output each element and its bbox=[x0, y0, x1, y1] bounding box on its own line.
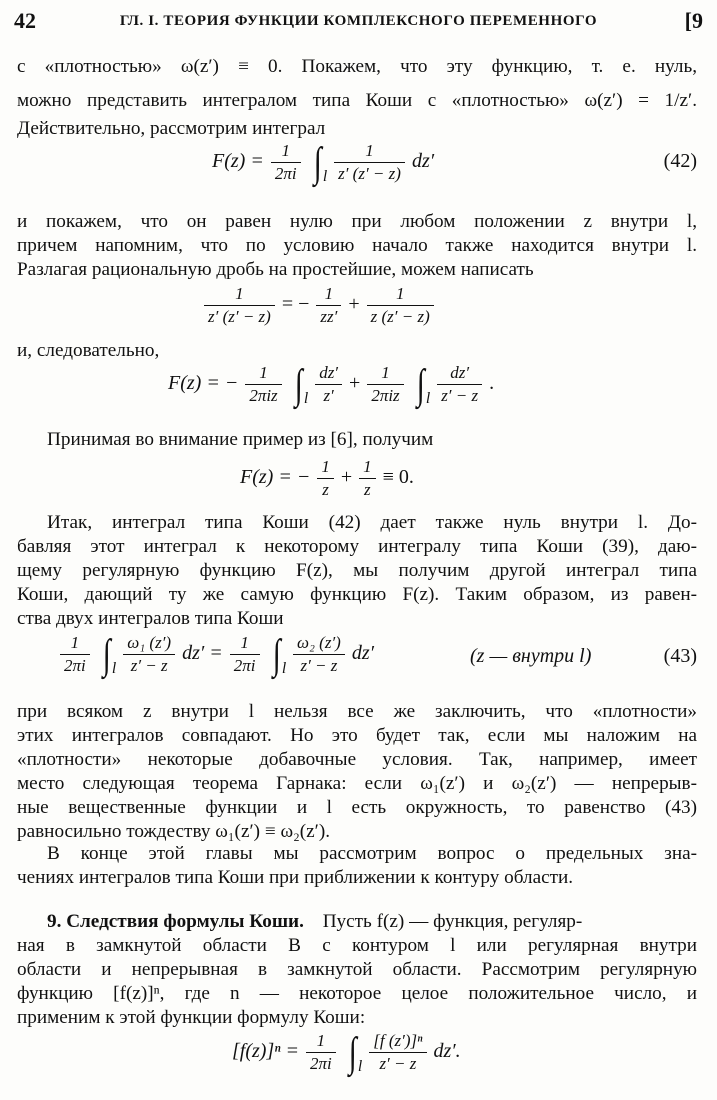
integral-sign: ∫ l bbox=[416, 361, 430, 408]
fraction: $\frac{dz'}{z'}$ bbox=[315, 362, 342, 407]
fraction: $\frac{\text{[f (z′)]ⁿ}}{z' - z}$ bbox=[369, 1030, 426, 1075]
page-number: 42 bbox=[14, 8, 36, 33]
text-line: Действительно, рассмотрим интеграл bbox=[17, 118, 326, 139]
text-line: Итак, интеграл типа Коши (42) дает также нуль внутри l. До- bbox=[47, 512, 697, 533]
fraction: $\frac{\text{ω₂ (z′)}}{z' - z}$ bbox=[293, 632, 345, 677]
integral-sign: ∫ l bbox=[294, 361, 308, 408]
integral-sign: ∫ l bbox=[272, 631, 286, 678]
text-line: и покажем, что он равен нулю при любом положении z внутри l, bbox=[17, 211, 697, 232]
text-line: можно представить интегралом типа Коши с «плотностью» ω(z′) = 1/z′. bbox=[17, 90, 697, 111]
fraction: $\frac{1}{2\pi i}$ bbox=[306, 1030, 336, 1075]
text-line: Коши, дающий ту же самую функцию F(z). Таким образом, из равен- bbox=[17, 584, 697, 605]
fraction: $\frac{1}{zz'}$ bbox=[316, 283, 341, 328]
text-line: место следующая теорема Гарнака: если ω₁(z′) и ω₂(z′) — непрерыв- bbox=[17, 773, 697, 794]
text-line: и, следовательно, bbox=[17, 340, 160, 361]
equation-zero: F(z) = − $\frac{1}{z}$ + $\frac{1}{z}$ ≡ 0. bbox=[240, 457, 414, 499]
equation-split-integrals: F(z) = − 1 2πiz ∫ l $\frac{dz'}{z'}$ + 1 2πiz ∫ l $\frac{dz'}{z' - z}$ . bbox=[168, 361, 495, 408]
text-line: области и непрерывная в замкнутой области. Рассмотрим регулярную bbox=[17, 959, 697, 980]
text-line: Принимая во внимание пример из [6], получим bbox=[47, 429, 434, 450]
fraction: $\frac{1}{2\pi i}$ bbox=[271, 140, 301, 185]
text-line: В конце этой главы мы рассмотрим вопрос о предельных зна- bbox=[47, 843, 697, 864]
text-line: ные вещественные функции и l есть окружность, то равенство (43) bbox=[17, 797, 697, 818]
text-line: Разлагая рациональную дробь на простейшие, можем написать bbox=[17, 259, 534, 280]
fraction: $\frac{dz'}{z' - z}$ bbox=[437, 362, 482, 407]
text-span: Пусть f(z) — функция, регуляр- bbox=[322, 911, 583, 932]
running-title: ГЛ. I. ТЕОРИЯ ФУНКЦИИ КОМПЛЕКСНОГО ПЕРЕМЕННОГО bbox=[119, 13, 598, 29]
integral-sign: ∫ l bbox=[313, 139, 327, 186]
text-line: «плотности» некоторые добавочные условия. Так, например, имеет bbox=[17, 749, 697, 770]
fraction: 1 2πiz bbox=[245, 362, 281, 407]
text-line: щему регулярную функцию F(z), мы получим другой интеграл типа bbox=[17, 560, 697, 581]
fraction: $\frac{1}{z (z' - z)}$ bbox=[367, 283, 434, 328]
fraction: $\frac{1}{z}$ bbox=[359, 456, 376, 501]
equation-42: F(z) = $\frac{1}{2\pi i}$ ∫ l $\frac{1}{z' (z' - z)}$ dz′ bbox=[212, 139, 435, 186]
fraction: $\frac{1}{z' (z' - z)}$ bbox=[334, 140, 405, 185]
text-line: при всяком z внутри l нельзя все же заключить, что «плотности» bbox=[17, 701, 697, 722]
text-line: с «плотностью» ω(z′) ≡ 0. Покажем, что эту функцию, т. е. нуль, bbox=[17, 56, 697, 77]
text-line: ная в замкнутой области B с контуром l или регулярная внутри bbox=[17, 935, 697, 956]
text-line: причем напомним, что по условию начало также находится внутри l. bbox=[17, 235, 697, 256]
integral-sign: ∫ l bbox=[348, 1029, 363, 1076]
fraction: $\frac{1}{2\pi i}$ bbox=[230, 632, 260, 677]
text-line: этих интегралов совпадают. Но это будет так, если мы наложим на bbox=[17, 725, 697, 746]
equation-condition: (z — внутри l) bbox=[470, 645, 592, 667]
text-line: функцию [f(z)]ⁿ, где n — некоторое целое положительное число, и bbox=[17, 983, 697, 1004]
text-line: бавляя этот интеграл к некоторому интегралу типа Коши (39), даю- bbox=[17, 536, 697, 557]
fraction: $\frac{1}{z' (z' - z)}$ bbox=[204, 283, 275, 328]
equation-number: (42) bbox=[663, 150, 697, 172]
equation-partial-fractions: $\frac{1}{z' (z' - z)}$ = − $\frac{1}{zz'}$ + $\frac{1}{z (z' - z)}$ bbox=[202, 283, 436, 328]
text-line: ства двух интегралов типа Коши bbox=[17, 608, 284, 629]
equation-cauchy-power: [f(z)]ⁿ = $\frac{1}{2\pi i}$ ∫ l $\frac{\text{[f (z′)]ⁿ}}{z' - z}$ dz′. bbox=[232, 1029, 461, 1076]
fraction: $\frac{1}{2\pi i}$ bbox=[60, 632, 90, 677]
section-heading: 9. Следствия формулы Коши. bbox=[47, 911, 304, 932]
text-line: чениях интегралов типа Коши при приближении к контуру области. bbox=[17, 867, 574, 888]
page-header bbox=[14, 8, 703, 38]
text-line: равносильно тождеству ω₁(z′) ≡ ω₂(z′). bbox=[17, 821, 331, 842]
equation-43: $\frac{1}{2\pi i}$ ∫ l $\frac{\text{ω₁ (z′)}}{z' - z}$ dz′ = $\frac{1}{2\pi i}$ ∫ l $\frac{\text{ω₂ (z′)}}{z' - z}$ dz′ bbox=[58, 632, 374, 677]
text-line: применим к этой функции формулу Коши: bbox=[17, 1007, 366, 1028]
equation-number: (43) bbox=[663, 645, 697, 667]
section-mark: [9 bbox=[684, 8, 703, 33]
fraction: 1 2πiz bbox=[367, 362, 403, 407]
fraction: $\frac{1}{z}$ bbox=[317, 456, 334, 501]
section-first-line bbox=[47, 910, 697, 934]
fraction: $\frac{\text{ω₁ (z′)}}{z' - z}$ bbox=[123, 632, 175, 677]
integral-sign: ∫ l bbox=[102, 631, 117, 678]
